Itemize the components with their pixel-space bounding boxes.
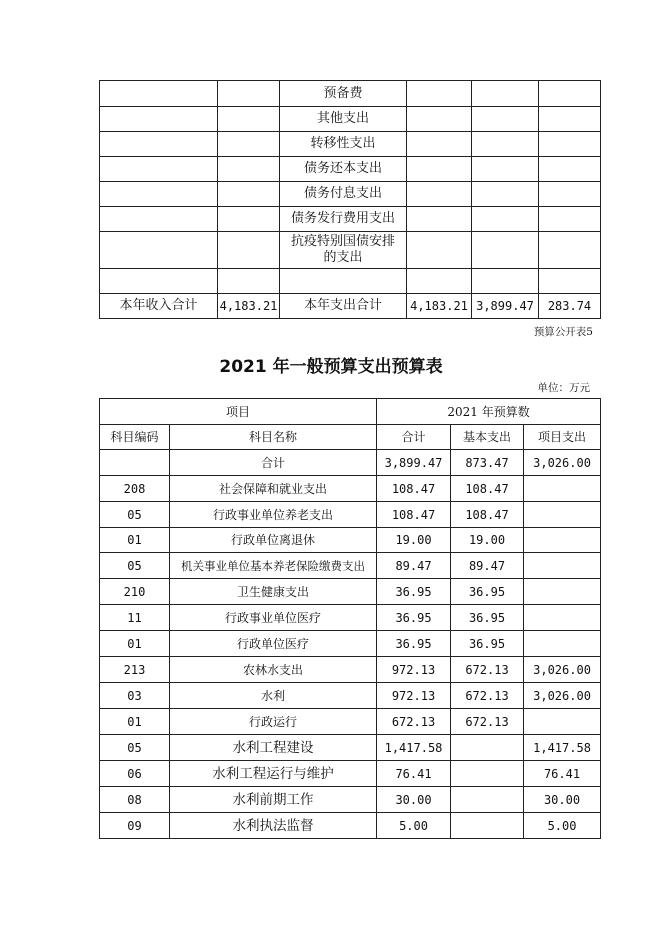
subject-name: 行政事业单位养老支出 bbox=[170, 502, 377, 528]
basic-value bbox=[451, 735, 524, 761]
total-value: 672.13 bbox=[377, 709, 451, 735]
table-row bbox=[100, 657, 601, 683]
table-row bbox=[100, 631, 601, 657]
subject-name: 合计 bbox=[170, 450, 377, 476]
project-value bbox=[524, 605, 601, 631]
page-title: 2021 年一般预算支出预算表 bbox=[219, 357, 443, 377]
table-cell bbox=[539, 81, 601, 107]
basic-value bbox=[451, 787, 524, 813]
header-project: 项目支出 bbox=[524, 425, 601, 450]
table-cell bbox=[472, 107, 539, 132]
header-name: 科目名称 bbox=[170, 425, 377, 450]
subject-code: 03 bbox=[100, 683, 170, 709]
table-row bbox=[100, 683, 601, 709]
table-cell bbox=[407, 207, 472, 232]
table-cell bbox=[539, 182, 601, 207]
table-cell bbox=[407, 132, 472, 157]
project-value: 3,026.00 bbox=[524, 657, 601, 683]
table-cell bbox=[100, 269, 218, 294]
subject-name: 农林水支出 bbox=[170, 657, 377, 683]
table-cell bbox=[539, 157, 601, 182]
expense-basic-value: 3,899.47 bbox=[472, 294, 539, 319]
table-cell bbox=[218, 157, 280, 182]
subject-code: 05 bbox=[100, 735, 170, 761]
table-cell bbox=[100, 107, 218, 132]
table-cell bbox=[218, 269, 280, 294]
total-value: 89.47 bbox=[377, 553, 451, 579]
table-cell bbox=[100, 207, 218, 232]
project-value bbox=[524, 579, 601, 605]
total-value: 972.13 bbox=[377, 683, 451, 709]
table-row bbox=[100, 232, 601, 269]
basic-value: 36.95 bbox=[451, 605, 524, 631]
table-cell bbox=[472, 182, 539, 207]
table-row bbox=[100, 761, 601, 787]
project-value: 3,026.00 bbox=[524, 683, 601, 709]
subject-code: 01 bbox=[100, 631, 170, 657]
subject-code: 210 bbox=[100, 579, 170, 605]
expense-item-label: 转移性支出 bbox=[280, 132, 407, 157]
subject-code: 08 bbox=[100, 787, 170, 813]
table-cell bbox=[100, 157, 218, 182]
table-cell bbox=[100, 182, 218, 207]
total-value: 5.00 bbox=[377, 813, 451, 839]
table-cell bbox=[100, 132, 218, 157]
project-value: 1,417.58 bbox=[524, 735, 601, 761]
project-value: 5.00 bbox=[524, 813, 601, 839]
total-value: 36.95 bbox=[377, 579, 451, 605]
table-row bbox=[100, 502, 601, 528]
total-value: 36.95 bbox=[377, 605, 451, 631]
table-row bbox=[100, 735, 601, 761]
table-cell bbox=[218, 107, 280, 132]
table-cell bbox=[539, 107, 601, 132]
total-value: 76.41 bbox=[377, 761, 451, 787]
subject-name: 行政单位医疗 bbox=[170, 631, 377, 657]
table-cell bbox=[218, 232, 280, 269]
table-cell bbox=[472, 132, 539, 157]
subject-code: 11 bbox=[100, 605, 170, 631]
table-cell bbox=[407, 157, 472, 182]
table-row bbox=[100, 476, 601, 502]
table-row bbox=[100, 269, 601, 294]
basic-value: 108.47 bbox=[451, 502, 524, 528]
basic-value: 108.47 bbox=[451, 476, 524, 502]
total-value: 108.47 bbox=[377, 476, 451, 502]
table-cell bbox=[407, 81, 472, 107]
table-row bbox=[100, 709, 601, 735]
table-row bbox=[100, 107, 601, 132]
table-cell bbox=[407, 232, 472, 269]
subject-name: 水利工程建设 bbox=[170, 735, 377, 761]
table-row bbox=[100, 605, 601, 631]
table-cell bbox=[407, 269, 472, 294]
total-value: 1,417.58 bbox=[377, 735, 451, 761]
table-cell bbox=[472, 207, 539, 232]
subject-name: 水利工程运行与维护 bbox=[170, 761, 377, 787]
total-value: 19.00 bbox=[377, 528, 451, 553]
table-row bbox=[100, 81, 601, 107]
project-value: 30.00 bbox=[524, 787, 601, 813]
expense-total-label: 本年支出合计 bbox=[280, 294, 407, 319]
header-basic: 基本支出 bbox=[451, 425, 524, 450]
income-total-value: 4,183.21 bbox=[218, 294, 280, 319]
total-value: 30.00 bbox=[377, 787, 451, 813]
expense-item-label: 债务还本支出 bbox=[280, 157, 407, 182]
table-row bbox=[100, 157, 601, 182]
project-value: 76.41 bbox=[524, 761, 601, 787]
basic-value: 89.47 bbox=[451, 553, 524, 579]
header-budget: 2021 年预算数 bbox=[377, 399, 601, 425]
subject-name: 水利前期工作 bbox=[170, 787, 377, 813]
project-value bbox=[524, 528, 601, 553]
expense-item-label: 债务付息支出 bbox=[280, 182, 407, 207]
table-cell bbox=[218, 132, 280, 157]
basic-value bbox=[451, 813, 524, 839]
subject-code: 208 bbox=[100, 476, 170, 502]
table-cell bbox=[539, 132, 601, 157]
expense-item-label: 预备费 bbox=[280, 81, 407, 107]
subject-code: 05 bbox=[100, 502, 170, 528]
basic-value: 19.00 bbox=[451, 528, 524, 553]
basic-value bbox=[451, 761, 524, 787]
basic-value: 36.95 bbox=[451, 631, 524, 657]
project-value bbox=[524, 553, 601, 579]
subject-name: 水利 bbox=[170, 683, 377, 709]
table-cell bbox=[407, 182, 472, 207]
table-cell bbox=[100, 81, 218, 107]
table-cell bbox=[539, 207, 601, 232]
expense-item-label: 债务发行费用支出 bbox=[280, 207, 407, 232]
table-row bbox=[100, 813, 601, 839]
expense-item-label: 其他支出 bbox=[280, 107, 407, 132]
table-row bbox=[100, 132, 601, 157]
expenditure-budget-table bbox=[99, 398, 601, 839]
table-note: 预算公开表5 bbox=[533, 326, 593, 338]
header-item: 项目 bbox=[100, 399, 377, 425]
subject-code: 09 bbox=[100, 813, 170, 839]
table-cell bbox=[472, 232, 539, 269]
table-row bbox=[100, 528, 601, 553]
total-row bbox=[100, 294, 601, 319]
table-cell bbox=[539, 232, 601, 269]
project-value bbox=[524, 631, 601, 657]
expense-total-value: 4,183.21 bbox=[407, 294, 472, 319]
table-cell bbox=[218, 207, 280, 232]
table-row bbox=[100, 579, 601, 605]
table-row bbox=[100, 553, 601, 579]
table-row bbox=[100, 207, 601, 232]
table-row bbox=[100, 450, 601, 476]
project-value bbox=[524, 709, 601, 735]
subject-name: 卫生健康支出 bbox=[170, 579, 377, 605]
project-value: 3,026.00 bbox=[524, 450, 601, 476]
basic-value: 672.13 bbox=[451, 683, 524, 709]
total-value: 108.47 bbox=[377, 502, 451, 528]
subject-code: 05 bbox=[100, 553, 170, 579]
subject-name: 机关事业单位基本养老保险缴费支出 bbox=[170, 553, 377, 579]
table-cell bbox=[472, 157, 539, 182]
header-total: 合计 bbox=[377, 425, 451, 450]
table-cell bbox=[218, 182, 280, 207]
total-value: 36.95 bbox=[377, 631, 451, 657]
unit-label: 单位：万元 bbox=[537, 382, 590, 394]
table-cell bbox=[100, 232, 218, 269]
subject-name: 社会保障和就业支出 bbox=[170, 476, 377, 502]
table-cell bbox=[539, 269, 601, 294]
table-row bbox=[100, 787, 601, 813]
subject-name: 行政单位离退休 bbox=[170, 528, 377, 553]
header-code: 科目编码 bbox=[100, 425, 170, 450]
basic-value: 672.13 bbox=[451, 657, 524, 683]
subject-code: 01 bbox=[100, 528, 170, 553]
income-total-label: 本年收入合计 bbox=[100, 294, 218, 319]
table-cell bbox=[472, 269, 539, 294]
subject-code: 213 bbox=[100, 657, 170, 683]
table-cell bbox=[407, 107, 472, 132]
total-value: 3,899.47 bbox=[377, 450, 451, 476]
project-value bbox=[524, 476, 601, 502]
table-row bbox=[100, 182, 601, 207]
subject-name: 行政事业单位医疗 bbox=[170, 605, 377, 631]
basic-value: 672.13 bbox=[451, 709, 524, 735]
expense-item-label: 抗疫特别国债安排的支出 bbox=[280, 232, 407, 269]
total-value: 972.13 bbox=[377, 657, 451, 683]
basic-value: 873.47 bbox=[451, 450, 524, 476]
header-row bbox=[100, 425, 601, 450]
subject-code bbox=[100, 450, 170, 476]
subject-name: 水利执法监督 bbox=[170, 813, 377, 839]
subject-name: 行政运行 bbox=[170, 709, 377, 735]
header-row bbox=[100, 399, 601, 425]
table-cell bbox=[218, 81, 280, 107]
expense-project-value: 283.74 bbox=[539, 294, 601, 319]
income-expense-summary-table bbox=[99, 80, 601, 319]
table-cell bbox=[472, 81, 539, 107]
basic-value: 36.95 bbox=[451, 579, 524, 605]
subject-code: 01 bbox=[100, 709, 170, 735]
project-value bbox=[524, 502, 601, 528]
expense-item-label bbox=[280, 269, 407, 294]
subject-code: 06 bbox=[100, 761, 170, 787]
